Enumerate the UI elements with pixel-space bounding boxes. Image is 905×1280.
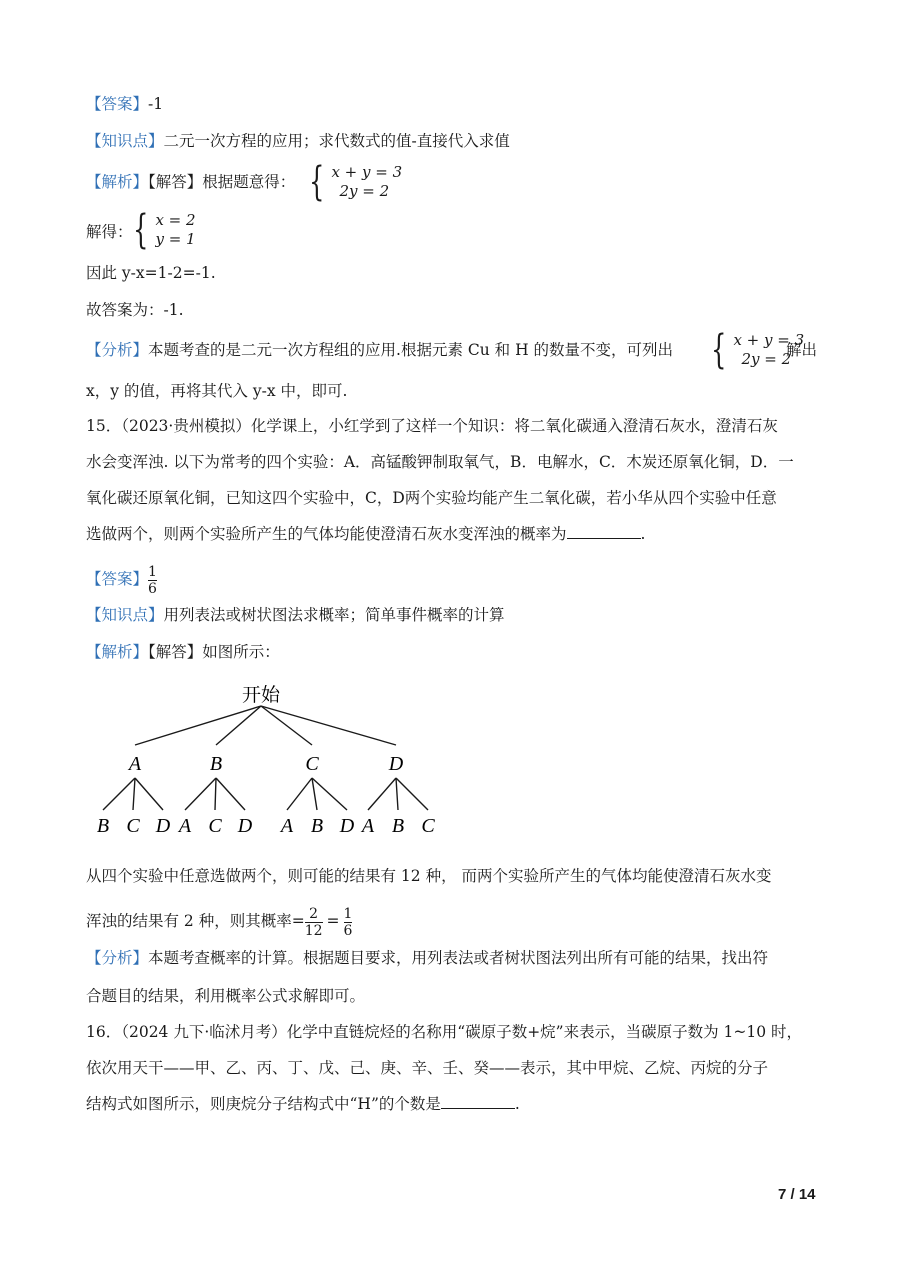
q16-stem-line: 16．（2024 九下·临沭月考）化学中直链烷烃的名称用“碳原子数+烷”来表示，当碳原子数为 1~10 时， [86, 1023, 803, 1041]
tree-leaf: B [310, 815, 324, 837]
tree-branch [312, 778, 317, 810]
tree-branch [261, 706, 396, 745]
fenxi-after: 解出 [786, 341, 818, 359]
equation-row: x + y = 3 [733, 331, 805, 349]
tree-leaf: A [280, 815, 294, 837]
solution-tag: 【解答】 [148, 173, 203, 191]
tree-branch [312, 778, 347, 810]
answer-tag: 【答案】 [86, 570, 149, 588]
tree-leaf: C [421, 815, 435, 837]
q15-stem-text: 选做两个，则两个实验所产生的气体均能使澄清石灰水变浑浊的概率为 [86, 525, 567, 543]
fraction-numerator: 2 [309, 905, 319, 922]
tree-leaf: C [208, 815, 222, 837]
solution-text: 根据题意得： [202, 173, 296, 191]
tree-branch [396, 778, 398, 810]
fenxi-tag: 【分析】 [86, 341, 149, 359]
fraction-denominator: 6 [148, 580, 157, 597]
tree-leaf: A [178, 815, 192, 837]
fraction-numerator: 1 [343, 905, 353, 922]
q15-stem-line: 水会变浑浊. 以下为常考的四个实验：A．高锰酸钾制取氧气，B．电解水，C．木炭还原氧化铜，D．一 [86, 453, 794, 471]
solution-row: x = 2 [155, 211, 196, 229]
tree-branch [287, 778, 312, 810]
q15-fenxi-line [86, 948, 768, 968]
q14-knowledge-point [86, 131, 510, 151]
answer-blank [567, 524, 641, 539]
tree-leaf: D [339, 815, 355, 837]
fenxi-line2: 合题目的结果，利用概率公式求解即可。 [86, 987, 366, 1005]
tree-node-level1: D [388, 753, 404, 775]
q16-stem-line: 依次用天干——甲、乙、丙、丁、戊、己、庚、辛、壬、癸——表示，其中甲烷、乙烷、丙烷的分子 [86, 1059, 769, 1077]
analysis-tag: 【解析】 [86, 643, 149, 661]
fenxi-tag: 【分析】 [86, 949, 149, 967]
stem-end: . [640, 525, 646, 543]
tree-branch [135, 706, 261, 745]
result-line [86, 904, 352, 939]
solution-row: y = 1 [155, 230, 196, 248]
fenxi-text: 本题考查的是二元一次方程组的应用.根据元素 Cu 和 H 的数量不变，可列出 [148, 341, 674, 359]
equation-row: 2y = 2 [339, 182, 390, 200]
knowledge-text: 用列表法或树状图法求概率；简单事件概率的计算 [163, 606, 505, 624]
answer-blank [441, 1094, 515, 1109]
therefore-line: 因此 y-x=1-2=-1. [86, 264, 216, 282]
equals-sign: = [326, 912, 340, 930]
tree-branch [216, 706, 261, 745]
answer-fraction [148, 564, 157, 597]
tree-leaf: D [155, 815, 171, 837]
q14-fenxi-line [86, 340, 673, 360]
q15-stem-line: 氧化碳还原氧化铜，已知这四个实验中，C，D两个实验均能产生二氧化碳，若小华从四个实验中任意 [86, 489, 777, 507]
answer-tag: 【答案】 [86, 95, 149, 113]
q15-stem-line [86, 524, 645, 544]
tree-branch [185, 778, 216, 810]
q14-answer [86, 94, 163, 114]
tree-leaf: D [237, 815, 253, 837]
tree-branch [368, 778, 396, 810]
analysis-tag: 【解析】 [86, 173, 149, 191]
solution-text: 如图所示： [202, 643, 280, 661]
stem-end: . [514, 1095, 520, 1113]
tree-branch [103, 778, 135, 810]
q15-stem-line: 15．（2023·贵州模拟）化学课上，小红学到了这样一个知识：将二氧化碳通入澄清石灰水，澄清石灰 [86, 417, 778, 435]
q15-knowledge-point [86, 605, 505, 625]
equation-row: x + y = 3 [331, 163, 403, 181]
fenxi-line2: x，y 的值，再将其代入 y-x 中，即可. [86, 382, 348, 400]
tree-node-level1: A [128, 753, 142, 775]
result-text: 浑浊的结果有 2 种，则其概率= [86, 912, 305, 930]
tree-branch [216, 778, 245, 810]
q16-stem-text: 结构式如图所示，则庚烷分子结构式中“H”的个数是 [86, 1095, 441, 1113]
fenxi-text: 本题考查概率的计算。根据题目要求，用列表法或者树状图法列出所有可能的结果，找出符 [148, 949, 769, 967]
answer-text: -1 [148, 95, 164, 113]
tree-leaf: B [391, 815, 405, 837]
fraction-numerator: 1 [148, 563, 157, 580]
final-answer-line: 故答案为：-1. [86, 301, 184, 319]
solve-label: 解得： [86, 223, 133, 241]
probability-fraction [344, 906, 353, 939]
equation-system [304, 159, 403, 205]
knowledge-tag: 【知识点】 [86, 132, 164, 150]
brace-icon: { [309, 159, 325, 205]
brace-icon: { [133, 207, 149, 253]
result-line: 从四个实验中任意选做两个，则可能的结果有 12 种， 而两个实验所产生的气体均能使澄清石灰水变 [86, 867, 772, 885]
knowledge-tag: 【知识点】 [86, 606, 164, 624]
tree-root: 开始 [241, 684, 281, 706]
tree-leaf: C [126, 815, 140, 837]
q15-analysis-line [86, 642, 280, 662]
equation-row: 2y = 2 [741, 350, 792, 368]
fraction-denominator: 6 [343, 922, 353, 939]
q16-stem-line [86, 1094, 520, 1114]
probability-fraction [305, 906, 323, 939]
tree-branch [135, 778, 163, 810]
q15-answer [86, 562, 157, 597]
knowledge-text: 二元一次方程的应用；求代数式的值-直接代入求值 [163, 132, 510, 150]
tree-leaf: A [361, 815, 375, 837]
tree-node-level1: B [209, 753, 223, 775]
tree-branch [396, 778, 428, 810]
page-number: 7 / 14 [778, 1186, 816, 1203]
tree-branch [215, 778, 216, 810]
tree-leaf: B [96, 815, 110, 837]
solution-system [128, 207, 196, 253]
brace-icon: { [711, 327, 727, 373]
tree-branch [261, 706, 312, 745]
fraction-denominator: 12 [304, 922, 323, 939]
solution-tag: 【解答】 [148, 643, 203, 661]
tree-node-level1: C [305, 753, 319, 775]
q14-analysis-line [86, 172, 295, 192]
tree-branch [133, 778, 135, 810]
